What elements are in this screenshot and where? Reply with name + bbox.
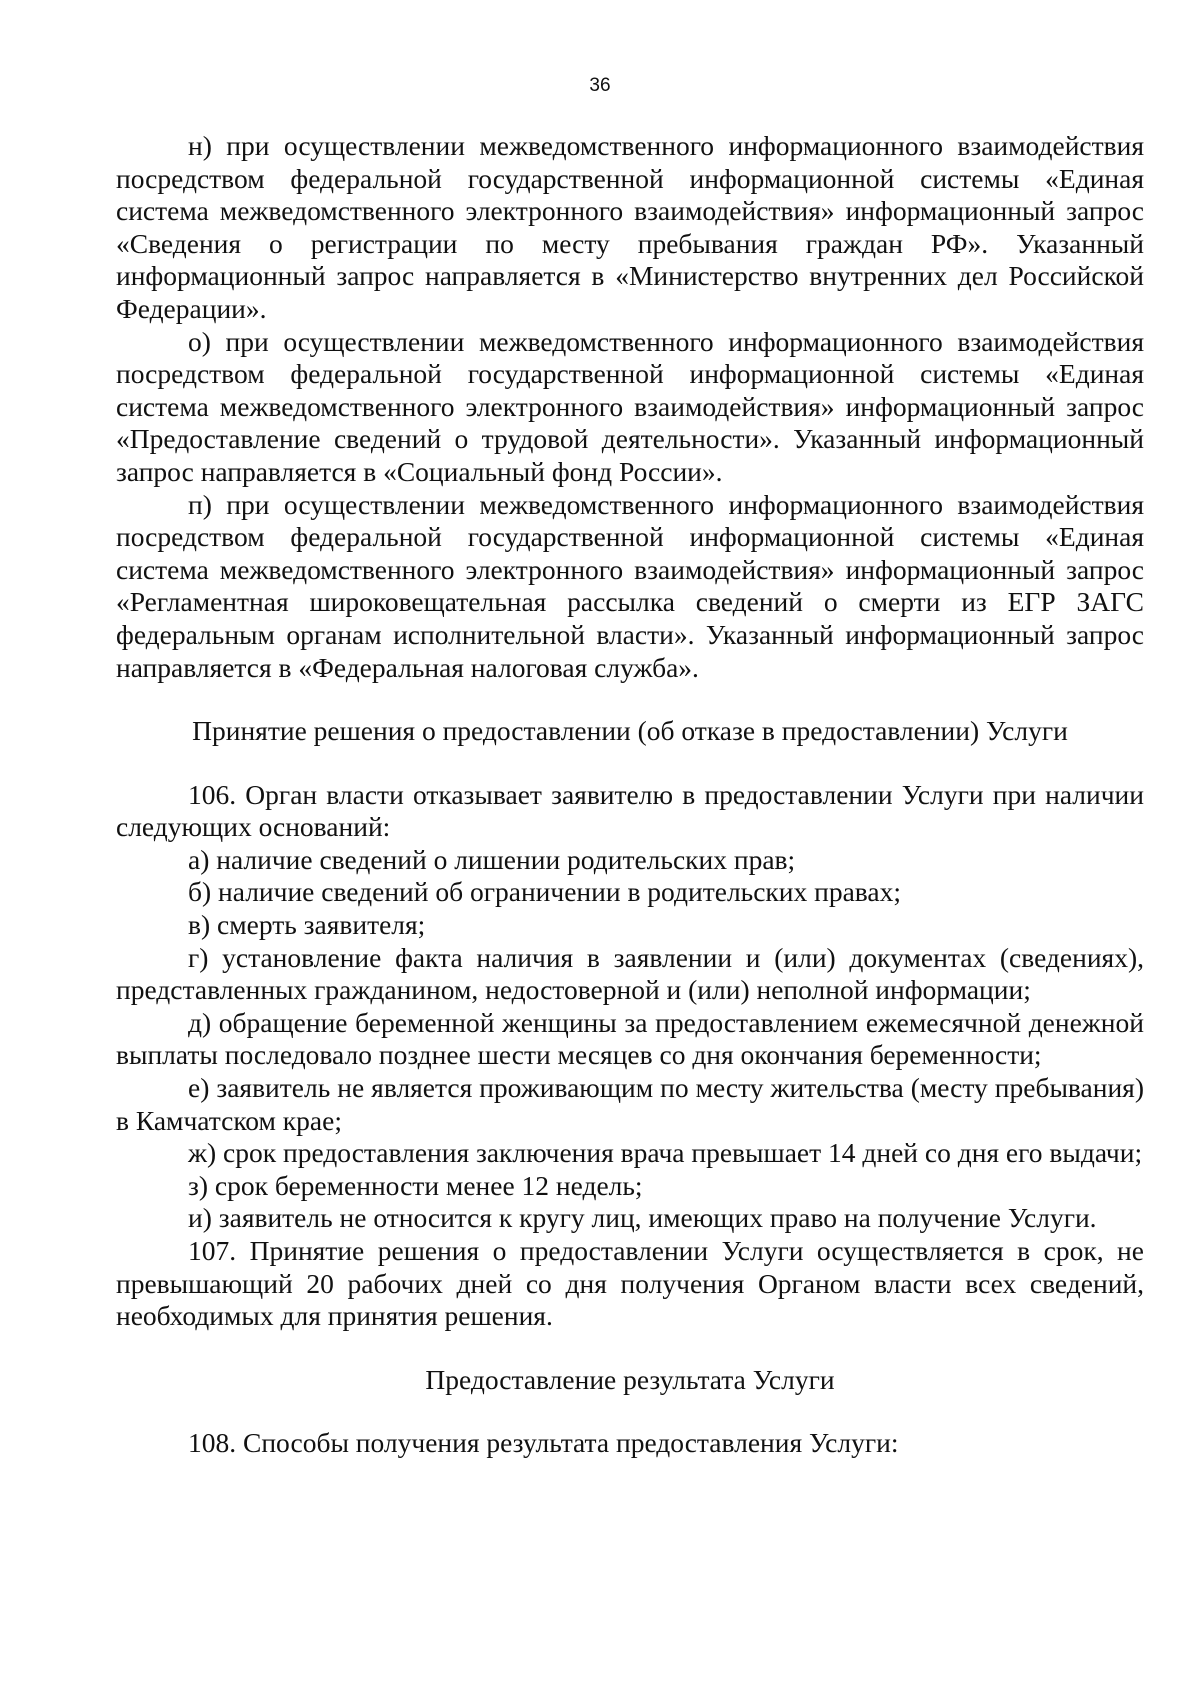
list-item-a: а) наличие сведений о лишении родительских прав; — [188, 843, 796, 875]
paragraph-n: н) при осуществлении межведомственного информационного взаимодействия посредством федеральной государственной информационной системы «Единая система межведомственного электронного взаимодействия» информационный запрос «Сведения о регистрации по месту пребывания граждан РФ». Указанный информационный запрос направляется в «Министерство внутренних дел Российской Федерации». — [116, 130, 1144, 324]
list-item-b: б) наличие сведений об ограничении в родительских правах; — [188, 876, 902, 908]
section-heading-decision: Принятие решения о предоставлении (об отказе в предоставлении) Услуги — [192, 715, 1068, 747]
paragraph-106: 106. Орган власти отказывает заявителю в предоставлении Услуги при наличии следующих оснований: — [116, 778, 1144, 843]
paragraph-o: о) при осуществлении межведомственного информационного взаимодействия посредством федеральной государственной информационной системы «Единая система межведомственного электронного взаимодействия» информационный запрос «Предоставление сведений о трудовой деятельности». Указанный информационный запрос направляется в «Социальный фонд России». — [116, 325, 1144, 487]
section-heading-result: Предоставление результата Услуги — [425, 1363, 835, 1395]
list-item-g: г) установление факта наличия в заявлении и (или) документах (сведениях), представленных гражданином, недостоверной и (или) неполной информации; — [116, 941, 1144, 1006]
paragraph-108: 108. Способы получения результата предоставления Услуги: — [188, 1427, 899, 1459]
list-item-zh: ж) срок предоставления заключения врача превышает 14 дней со дня его выдачи; — [188, 1137, 1143, 1169]
list-item-i: и) заявитель не относится к кругу лиц, имеющих право на получение Услуги. — [188, 1202, 1097, 1234]
paragraph-107: 107. Принятие решения о предоставлении Услуги осуществляется в срок, не превышающий 20 рабочих дней со дня получения Органом власти всех сведений, необходимых для принятия решения. — [116, 1235, 1144, 1332]
list-item-v: в) смерть заявителя; — [188, 909, 426, 941]
paragraph-p: п) при осуществлении межведомственного информационного взаимодействия посредством федеральной государственной информационной системы «Единая система межведомственного электронного взаимодействия» информационный запрос «Регламентная широковещательная рассылка сведений о смерти из ЕГР ЗАГС федеральным органам исполнительной власти». Указанный информационный запрос направляется в «Федеральная налоговая служба». — [116, 488, 1144, 683]
list-item-d: д) обращение беременной женщины за предоставлением ежемесячной денежной выплаты последовало позднее шести месяцев со дня окончания беременности; — [116, 1006, 1144, 1071]
page-number: 36 — [589, 75, 611, 96]
list-item-e: е) заявитель не является проживающим по месту жительства (месту пребывания) в Камчатском крае; — [116, 1072, 1144, 1136]
list-item-z: з) срок беременности менее 12 недель; — [188, 1169, 643, 1201]
document-body — [116, 130, 1144, 1460]
